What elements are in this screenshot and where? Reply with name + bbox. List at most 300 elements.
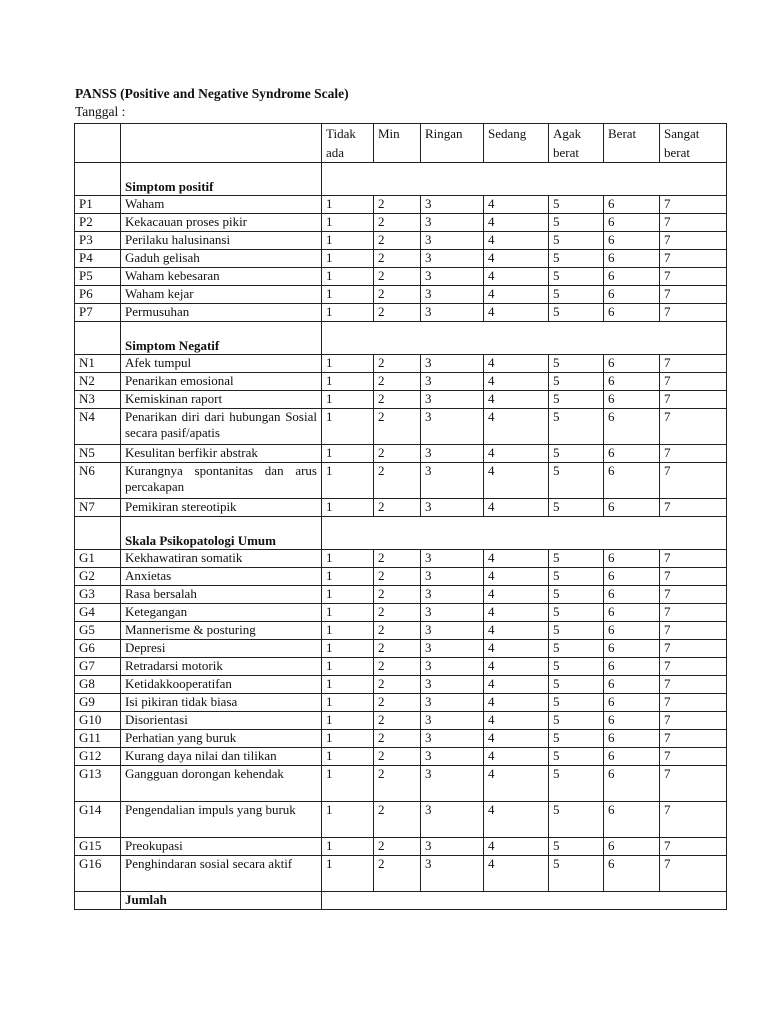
score-cell: 1 [322,286,374,304]
score-cell: 2 [374,286,421,304]
table-row [75,250,727,268]
column-header: Tidak ada [322,124,374,163]
score-cell: 4 [484,712,549,730]
score-cell: 6 [604,550,660,568]
score-cell: 1 [322,730,374,748]
score-cell: 5 [549,232,604,250]
score-cell: 7 [660,286,727,304]
item-code: P5 [75,268,121,286]
score-cell: 7 [660,304,727,322]
score-cell: 6 [604,391,660,409]
score-cell: 6 [604,409,660,445]
item-code: G14 [75,802,121,838]
score-cell: 7 [660,196,727,214]
score-cell: 2 [374,568,421,586]
table-row [75,373,727,391]
item-code: N4 [75,409,121,445]
table-row [75,391,727,409]
item-description: Kesulitan berfikir abstrak [121,445,322,463]
score-cell: 1 [322,748,374,766]
item-code: G8 [75,676,121,694]
table-row [75,499,727,517]
score-cell: 4 [484,766,549,802]
score-cell: 3 [421,586,484,604]
item-code: N1 [75,355,121,373]
score-cell: 2 [374,766,421,802]
score-cell: 7 [660,463,727,499]
table-row [75,214,727,232]
total-value-cell [322,892,727,910]
score-cell: 7 [660,730,727,748]
item-code: N5 [75,445,121,463]
total-label: Jumlah [121,892,322,910]
score-cell: 5 [549,694,604,712]
item-code: G1 [75,550,121,568]
score-cell: 3 [421,748,484,766]
score-cell: 2 [374,694,421,712]
score-cell: 3 [421,499,484,517]
section-blank-cell [322,517,727,550]
score-cell: 1 [322,445,374,463]
score-cell: 2 [374,463,421,499]
score-cell: 6 [604,568,660,586]
score-cell: 7 [660,391,727,409]
score-cell: 6 [604,445,660,463]
score-cell: 7 [660,676,727,694]
score-cell: 2 [374,640,421,658]
table-row [75,463,727,499]
score-cell: 4 [484,355,549,373]
score-cell: 6 [604,268,660,286]
item-description: Pengendalian impuls yang buruk [121,802,322,838]
section-label: Skala Psikopatologi Umum [121,517,322,550]
score-cell: 4 [484,286,549,304]
score-cell: 1 [322,214,374,232]
table-row [75,748,727,766]
score-cell: 3 [421,214,484,232]
score-cell: 2 [374,712,421,730]
column-header: Min [374,124,421,163]
item-code: P6 [75,286,121,304]
score-cell: 5 [549,748,604,766]
score-cell: 3 [421,856,484,892]
score-cell: 2 [374,586,421,604]
score-cell: 2 [374,373,421,391]
section-label: Simptom Negatif [121,322,322,355]
score-cell: 1 [322,409,374,445]
score-cell: 7 [660,232,727,250]
score-cell: 3 [421,676,484,694]
item-description: Waham [121,196,322,214]
score-cell: 3 [421,730,484,748]
score-cell: 6 [604,214,660,232]
item-description: Perilaku halusinansi [121,232,322,250]
score-cell: 6 [604,676,660,694]
score-cell: 4 [484,604,549,622]
score-cell: 1 [322,622,374,640]
score-cell: 3 [421,304,484,322]
table-row [75,694,727,712]
score-cell: 6 [604,622,660,640]
item-code: G5 [75,622,121,640]
score-cell: 1 [322,250,374,268]
section-row [75,322,727,355]
score-cell: 3 [421,463,484,499]
score-cell: 2 [374,604,421,622]
score-cell: 1 [322,268,374,286]
score-cell: 2 [374,250,421,268]
score-cell: 4 [484,748,549,766]
score-cell: 7 [660,622,727,640]
score-cell: 1 [322,391,374,409]
item-description: Waham kejar [121,286,322,304]
item-code: P7 [75,304,121,322]
score-cell: 7 [660,268,727,286]
item-code: G7 [75,658,121,676]
score-cell: 2 [374,730,421,748]
score-cell: 2 [374,304,421,322]
score-cell: 4 [484,391,549,409]
score-cell: 5 [549,658,604,676]
table-row [75,586,727,604]
item-code: G2 [75,568,121,586]
item-description: Kekacauan proses pikir [121,214,322,232]
item-code: G9 [75,694,121,712]
score-cell: 6 [604,373,660,391]
item-code: G6 [75,640,121,658]
table-row [75,730,727,748]
table-row [75,445,727,463]
score-cell: 2 [374,676,421,694]
score-cell: 3 [421,640,484,658]
item-description: Penarikan emosional [121,373,322,391]
score-cell: 4 [484,232,549,250]
score-cell: 3 [421,622,484,640]
score-cell: 4 [484,856,549,892]
column-header: Agak berat [549,124,604,163]
score-cell: 2 [374,391,421,409]
score-cell: 1 [322,499,374,517]
table-row [75,268,727,286]
score-cell: 1 [322,640,374,658]
item-code: G16 [75,856,121,892]
score-cell: 7 [660,586,727,604]
score-cell: 3 [421,568,484,586]
item-description: Ketegangan [121,604,322,622]
score-cell: 3 [421,445,484,463]
item-description: Disorientasi [121,712,322,730]
score-cell: 7 [660,658,727,676]
score-cell: 7 [660,373,727,391]
score-cell: 6 [604,355,660,373]
score-cell: 5 [549,268,604,286]
score-cell: 2 [374,856,421,892]
column-header: Berat [604,124,660,163]
section-row [75,517,727,550]
score-cell: 1 [322,802,374,838]
score-cell: 1 [322,712,374,730]
score-cell: 4 [484,463,549,499]
score-cell: 3 [421,250,484,268]
score-cell: 3 [421,550,484,568]
score-cell: 4 [484,838,549,856]
score-cell: 4 [484,676,549,694]
section-row [75,163,727,196]
score-cell: 3 [421,286,484,304]
score-cell: 6 [604,196,660,214]
table-row [75,232,727,250]
score-cell: 4 [484,499,549,517]
score-cell: 4 [484,568,549,586]
score-cell: 4 [484,409,549,445]
table-row [75,676,727,694]
score-cell: 5 [549,445,604,463]
score-cell: 7 [660,640,727,658]
item-code: P1 [75,196,121,214]
score-cell: 5 [549,712,604,730]
score-cell: 5 [549,373,604,391]
score-cell: 6 [604,694,660,712]
score-cell: 4 [484,550,549,568]
score-cell: 2 [374,268,421,286]
score-cell: 3 [421,232,484,250]
item-description: Permusuhan [121,304,322,322]
score-cell: 6 [604,304,660,322]
item-description: Pemikiran stereotipik [121,499,322,517]
score-cell: 1 [322,658,374,676]
table-row [75,409,727,445]
score-cell: 4 [484,250,549,268]
score-cell: 5 [549,838,604,856]
score-cell: 5 [549,196,604,214]
item-code: G4 [75,604,121,622]
column-header: Sangat berat [660,124,727,163]
score-cell: 7 [660,568,727,586]
score-cell: 4 [484,802,549,838]
table-row [75,856,727,892]
score-cell: 5 [549,550,604,568]
score-cell: 7 [660,766,727,802]
table-row [75,802,727,838]
score-cell: 5 [549,250,604,268]
item-description: Gaduh gelisah [121,250,322,268]
score-cell: 2 [374,409,421,445]
score-cell: 7 [660,214,727,232]
score-cell: 3 [421,802,484,838]
score-cell: 2 [374,748,421,766]
item-description: Ketidakkooperatifan [121,676,322,694]
item-code: N2 [75,373,121,391]
score-cell: 5 [549,355,604,373]
date-label: Tanggal : [75,104,126,119]
item-description: Gangguan dorongan kehendak [121,766,322,802]
total-code-cell [75,892,121,910]
section-blank-cell [322,322,727,355]
table-row [75,355,727,373]
score-cell: 6 [604,640,660,658]
score-cell: 4 [484,373,549,391]
score-cell: 1 [322,232,374,250]
score-cell: 5 [549,802,604,838]
score-cell: 7 [660,838,727,856]
item-code: G11 [75,730,121,748]
section-label: Simptom positif [121,163,322,196]
header-desc-cell [121,124,322,163]
table-row [75,640,727,658]
score-cell: 7 [660,445,727,463]
item-description: Preokupasi [121,838,322,856]
score-cell: 7 [660,856,727,892]
score-cell: 6 [604,250,660,268]
score-cell: 6 [604,586,660,604]
score-cell: 3 [421,658,484,676]
item-description: Penghindaran sosial secara aktif [121,856,322,892]
score-cell: 1 [322,196,374,214]
score-cell: 4 [484,622,549,640]
score-cell: 5 [549,730,604,748]
score-cell: 1 [322,568,374,586]
score-cell: 5 [549,604,604,622]
score-cell: 3 [421,373,484,391]
score-cell: 3 [421,391,484,409]
score-cell: 4 [484,196,549,214]
table-body [75,124,727,910]
score-cell: 1 [322,604,374,622]
table-row [75,838,727,856]
score-cell: 2 [374,838,421,856]
item-description: Waham kebesaran [121,268,322,286]
score-cell: 7 [660,748,727,766]
item-code: G13 [75,766,121,802]
table-row [75,286,727,304]
score-cell: 6 [604,463,660,499]
score-cell: 2 [374,196,421,214]
score-cell: 6 [604,748,660,766]
score-cell: 1 [322,373,374,391]
score-cell: 5 [549,586,604,604]
table-row [75,304,727,322]
score-cell: 5 [549,463,604,499]
score-cell: 1 [322,586,374,604]
score-cell: 6 [604,802,660,838]
score-cell: 6 [604,499,660,517]
score-cell: 1 [322,676,374,694]
column-header: Sedang [484,124,549,163]
score-cell: 5 [549,286,604,304]
table-row [75,550,727,568]
score-cell: 2 [374,550,421,568]
item-description: Penarikan diri dari hubungan Sosial secara pasif/apatis [121,409,322,445]
panss-table [74,123,727,910]
score-cell: 5 [549,766,604,802]
score-cell: 3 [421,694,484,712]
score-cell: 6 [604,286,660,304]
score-cell: 7 [660,409,727,445]
score-cell: 3 [421,409,484,445]
score-cell: 7 [660,694,727,712]
item-description: Kemiskinan raport [121,391,322,409]
score-cell: 5 [549,856,604,892]
section-code-cell [75,163,121,196]
header-row [75,124,727,163]
score-cell: 5 [549,391,604,409]
item-code: G12 [75,748,121,766]
score-cell: 3 [421,355,484,373]
score-cell: 1 [322,856,374,892]
total-row [75,892,727,910]
table-row [75,622,727,640]
item-description: Depresi [121,640,322,658]
score-cell: 4 [484,730,549,748]
score-cell: 2 [374,445,421,463]
item-code: P4 [75,250,121,268]
score-cell: 5 [549,409,604,445]
section-code-cell [75,322,121,355]
section-blank-cell [322,163,727,196]
item-description: Retradarsi motorik [121,658,322,676]
item-description: Kekhawatiran somatik [121,550,322,568]
score-cell: 1 [322,694,374,712]
score-cell: 7 [660,802,727,838]
score-cell: 6 [604,658,660,676]
score-cell: 5 [549,640,604,658]
score-cell: 1 [322,463,374,499]
item-code: G15 [75,838,121,856]
score-cell: 5 [549,676,604,694]
score-cell: 4 [484,694,549,712]
item-description: Anxietas [121,568,322,586]
score-cell: 1 [322,766,374,802]
score-cell: 3 [421,196,484,214]
item-description: Afek tumpul [121,355,322,373]
item-code: P3 [75,232,121,250]
score-cell: 7 [660,355,727,373]
table-row [75,568,727,586]
score-cell: 7 [660,712,727,730]
item-description: Kurangnya spontanitas dan arus percakapan [121,463,322,499]
column-header: Ringan [421,124,484,163]
score-cell: 1 [322,355,374,373]
score-cell: 1 [322,550,374,568]
score-cell: 7 [660,250,727,268]
score-cell: 4 [484,658,549,676]
section-code-cell [75,517,121,550]
score-cell: 1 [322,304,374,322]
item-code: N6 [75,463,121,499]
item-description: Isi pikiran tidak biasa [121,694,322,712]
score-cell: 4 [484,214,549,232]
score-cell: 4 [484,640,549,658]
score-cell: 4 [484,304,549,322]
score-cell: 6 [604,766,660,802]
table-row [75,712,727,730]
item-code: N3 [75,391,121,409]
score-cell: 5 [549,304,604,322]
score-cell: 3 [421,268,484,286]
header-code-cell [75,124,121,163]
score-cell: 6 [604,712,660,730]
score-cell: 4 [484,445,549,463]
score-cell: 3 [421,712,484,730]
score-cell: 6 [604,838,660,856]
score-cell: 5 [549,499,604,517]
score-cell: 5 [549,568,604,586]
item-description: Rasa bersalah [121,586,322,604]
item-code: P2 [75,214,121,232]
score-cell: 6 [604,232,660,250]
score-cell: 3 [421,838,484,856]
item-code: N7 [75,499,121,517]
